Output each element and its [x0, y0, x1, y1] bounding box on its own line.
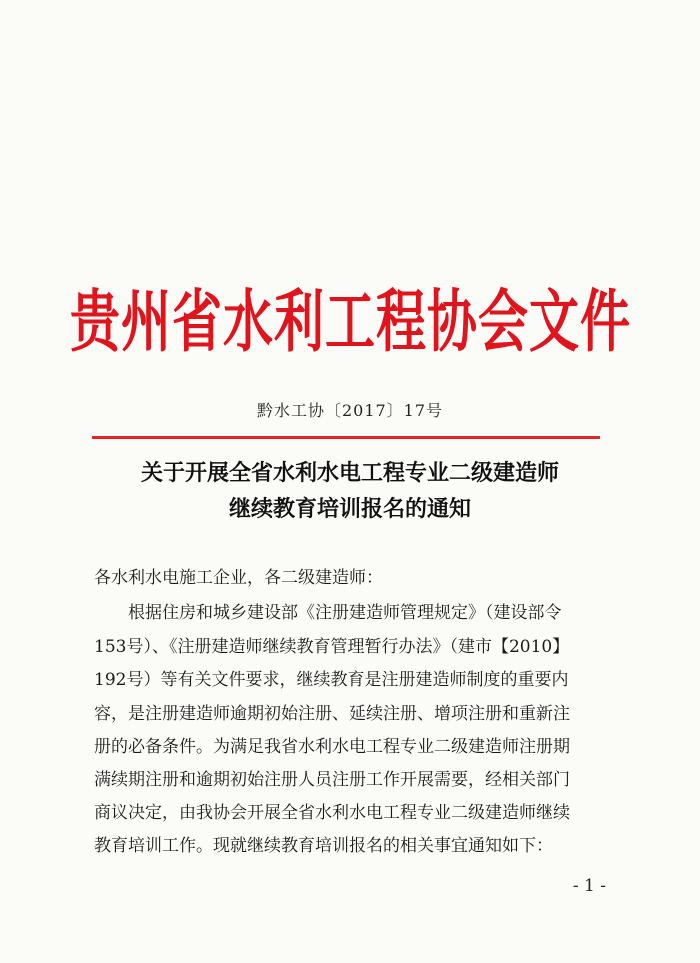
- page-number: - 1 -: [572, 876, 606, 896]
- body-line-7: 商议决定，由我协会开展全省水利水电工程专业二级建造师继续: [94, 803, 570, 823]
- body-line-3: 192号）等有关文件要求，继续教育是注册建造师制度的重要内: [94, 670, 569, 690]
- document-number: 黔水工协〔2017〕17号: [256, 401, 444, 420]
- body-line-6: 满续期注册和逾期初始注册人员注册工作开展需要，经相关部门: [94, 770, 570, 790]
- body-line-2: 153号）、《注册建造师继续教育管理暂行办法》（建市【2010】: [94, 637, 570, 657]
- notice-title-line-2: 继续教育培训报名的通知: [228, 497, 471, 522]
- body-line-4: 容，是注册建造师逾期初始注册、延续注册、增项注册和重新注: [94, 704, 570, 724]
- salutation: 各水利水电施工企业，各二级建造师：: [94, 568, 383, 588]
- body-line-1: 根据住房和城乡建设部《注册建造师管理规定》（建设部令: [128, 603, 562, 623]
- red-divider-rule: [92, 436, 600, 439]
- notice-title-line-1: 关于开展全省水利水电工程专业二级建造师: [140, 461, 559, 486]
- masthead-title: 贵州省水利工程协会文件: [70, 282, 631, 362]
- body-line-5: 册的必备条件。为满足我省水利水电工程专业二级建造师注册期: [94, 737, 570, 757]
- body-line-8: 教育培训工作。现就继续教育培训报名的相关事宜通知如下：: [94, 836, 553, 856]
